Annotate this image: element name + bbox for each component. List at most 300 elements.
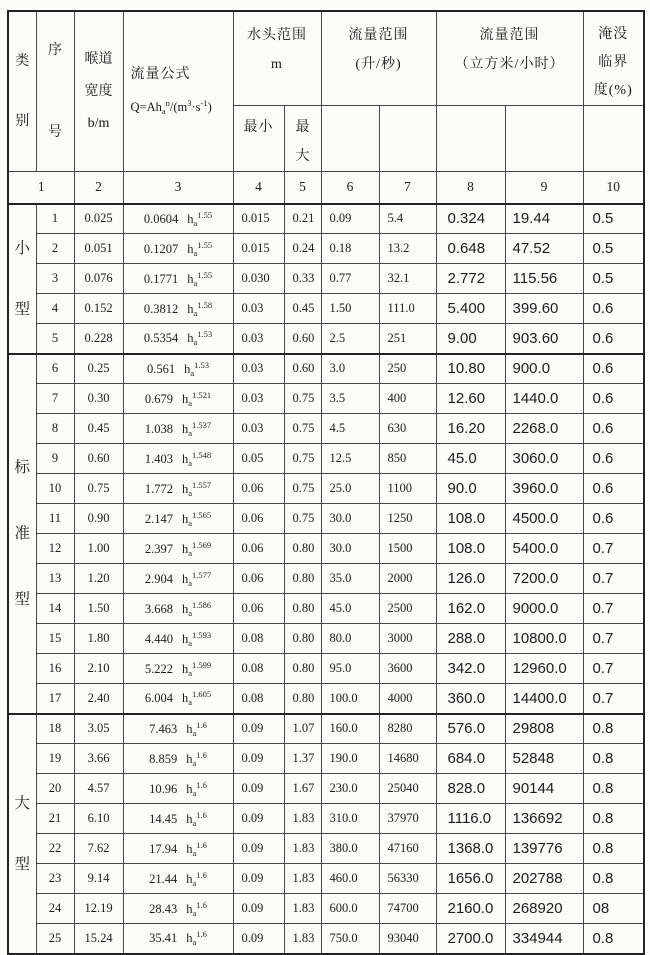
head-min-cell: 0.06 (233, 564, 284, 594)
submergence-cell: 0.8 (583, 714, 644, 744)
submergence-cell: 0.5 (583, 204, 644, 234)
table-row (8, 534, 644, 564)
table-row (8, 414, 644, 444)
submergence-cell: 0.6 (583, 384, 644, 414)
head-min-cell: 0.09 (233, 924, 284, 954)
flow-m3h-max-cell: 115.56 (505, 264, 583, 294)
submergence-cell: 0.8 (583, 834, 644, 864)
row-number-cell: 16 (36, 654, 74, 684)
flow-lps-max-cell: 93040 (379, 924, 436, 954)
table-row (8, 594, 644, 624)
flow-lps-max-cell: 13.2 (379, 234, 436, 264)
throat-width-cell: 0.30 (74, 384, 123, 414)
row-number-cell: 5 (36, 324, 74, 354)
head-max-cell: 0.21 (284, 204, 321, 234)
column-index-row (8, 172, 644, 204)
submergence-cell: 0.5 (583, 264, 644, 294)
table-row (8, 204, 644, 234)
flow-m3h-min-cell: 162.0 (436, 594, 505, 624)
flow-m3h-max-cell: 900.0 (505, 354, 583, 384)
flow-m3h-min-cell: 0.324 (436, 204, 505, 234)
flow-formula-cell: 0.1771 $h_a^{1.55}$ (123, 264, 233, 294)
flow-lps-min-cell: 460.0 (321, 864, 379, 894)
throat-width-cell: 1.50 (74, 594, 123, 624)
flow-lps-min-cell: 2.5 (321, 324, 379, 354)
flow-lps-min-cell: 230.0 (321, 774, 379, 804)
flow-formula-cell: 3.668 $h_a^{1.586}$ (123, 594, 233, 624)
flow-m3h-max-cell: 903.60 (505, 324, 583, 354)
flow-lps-min-cell: 30.0 (321, 504, 379, 534)
row-number-cell: 13 (36, 564, 74, 594)
header-serial-number (36, 11, 74, 172)
flow-lps-min-cell: 160.0 (321, 714, 379, 744)
column-index: 1 (8, 172, 74, 204)
header-head-max: 最 大 (284, 106, 321, 172)
flow-m3h-min-cell: 2.772 (436, 264, 505, 294)
throat-width-cell: 0.025 (74, 204, 123, 234)
flow-m3h-min-cell: 1656.0 (436, 864, 505, 894)
flow-m3h-max-cell: 139776 (505, 834, 583, 864)
flow-lps-min-cell: 0.18 (321, 234, 379, 264)
flow-m3h-max-cell: 3060.0 (505, 444, 583, 474)
submergence-cell: 0.8 (583, 744, 644, 774)
flow-m3h-max-cell: 52848 (505, 744, 583, 774)
header-empty-cell (321, 106, 379, 172)
flow-lps-max-cell: 25040 (379, 774, 436, 804)
head-max-cell: 1.83 (284, 894, 321, 924)
submergence-cell: 0.7 (583, 594, 644, 624)
submergence-cell: 0.6 (583, 504, 644, 534)
submergence-cell: 0.7 (583, 654, 644, 684)
flow-lps-max-cell: 5.4 (379, 204, 436, 234)
row-number-cell: 12 (36, 534, 74, 564)
throat-width-cell: 6.10 (74, 804, 123, 834)
head-min-cell: 0.06 (233, 474, 284, 504)
flow-lps-min-cell: 1.50 (321, 294, 379, 324)
head-min-cell: 0.03 (233, 324, 284, 354)
throat-width-cell: 1.20 (74, 564, 123, 594)
head-min-cell: 0.03 (233, 354, 284, 384)
header-category-char: 类 (15, 53, 30, 69)
submergence-cell: 0.6 (583, 324, 644, 354)
head-min-cell: 0.030 (233, 264, 284, 294)
throat-width-cell: 0.228 (74, 324, 123, 354)
table-row (8, 624, 644, 654)
flow-m3h-min-cell: 684.0 (436, 744, 505, 774)
flow-lps-min-cell: 190.0 (321, 744, 379, 774)
table-row (8, 444, 644, 474)
head-max-cell: 0.75 (284, 444, 321, 474)
head-min-cell: 0.09 (233, 834, 284, 864)
head-max-cell: 0.80 (284, 654, 321, 684)
flow-m3h-min-cell: 16.20 (436, 414, 505, 444)
flow-lps-max-cell: 8280 (379, 714, 436, 744)
flow-m3h-min-cell: 5.400 (436, 294, 505, 324)
category-cell (8, 354, 36, 714)
head-max-cell: 1.37 (284, 744, 321, 774)
flow-m3h-max-cell: 9000.0 (505, 594, 583, 624)
head-max-cell: 0.75 (284, 474, 321, 504)
throat-width-cell: 0.90 (74, 504, 123, 534)
flow-m3h-max-cell: 7200.0 (505, 564, 583, 594)
flow-lps-max-cell: 3000 (379, 624, 436, 654)
column-index: 5 (284, 172, 321, 204)
head-max-cell: 1.83 (284, 924, 321, 954)
flow-formula-cell: 0.561 $h_a^{1.53}$ (123, 354, 233, 384)
head-min-cell: 0.09 (233, 864, 284, 894)
flow-lps-min-cell: 0.09 (321, 204, 379, 234)
header-flow-range-lps: 流量范围 (升/秒) (321, 11, 436, 106)
header-category-char: 别 (15, 113, 30, 129)
row-number-cell: 2 (36, 234, 74, 264)
throat-width-cell: 15.24 (74, 924, 123, 954)
flow-formula-cell: 5.222 $h_a^{1.599}$ (123, 654, 233, 684)
row-number-cell: 4 (36, 294, 74, 324)
flow-formula-cell: 14.45 $h_a^{1.6}$ (123, 804, 233, 834)
throat-width-cell: 0.60 (74, 444, 123, 474)
flow-formula-cell: 7.463 $h_a^{1.6}$ (123, 714, 233, 744)
flow-lps-max-cell: 74700 (379, 894, 436, 924)
flow-formula-cell: 2.904 $h_a^{1.577}$ (123, 564, 233, 594)
column-index: 2 (74, 172, 123, 204)
flow-m3h-min-cell: 2700.0 (436, 924, 505, 954)
flow-m3h-min-cell: 2160.0 (436, 894, 505, 924)
row-number-cell: 24 (36, 894, 74, 924)
head-min-cell: 0.015 (233, 204, 284, 234)
flow-lps-min-cell: 100.0 (321, 684, 379, 714)
head-max-cell: 0.24 (284, 234, 321, 264)
submergence-cell: 0.7 (583, 564, 644, 594)
flow-lps-max-cell: 1100 (379, 474, 436, 504)
column-index: 4 (233, 172, 284, 204)
head-max-cell: 1.83 (284, 834, 321, 864)
head-min-cell: 0.06 (233, 504, 284, 534)
head-max-cell: 0.33 (284, 264, 321, 294)
category-cell (8, 714, 36, 954)
row-number-cell: 3 (36, 264, 74, 294)
throat-width-cell: 0.051 (74, 234, 123, 264)
header-throat-width: 喉道 宽度 b/m (74, 11, 123, 172)
flow-m3h-min-cell: 576.0 (436, 714, 505, 744)
flow-lps-max-cell: 3600 (379, 654, 436, 684)
throat-width-cell: 3.66 (74, 744, 123, 774)
header-serial-char: 序 (48, 42, 62, 58)
flow-lps-max-cell: 1250 (379, 504, 436, 534)
throat-width-cell: 3.05 (74, 714, 123, 744)
row-number-cell: 9 (36, 444, 74, 474)
row-number-cell: 22 (36, 834, 74, 864)
flow-m3h-min-cell: 1116.0 (436, 804, 505, 834)
head-max-cell: 0.80 (284, 684, 321, 714)
flow-m3h-max-cell: 136692 (505, 804, 583, 834)
head-min-cell: 0.03 (233, 294, 284, 324)
header-empty-cell (583, 106, 644, 172)
submergence-cell: 0.7 (583, 534, 644, 564)
flow-lps-min-cell: 25.0 (321, 474, 379, 504)
head-min-cell: 0.06 (233, 534, 284, 564)
table-row (8, 294, 644, 324)
category-char: 准 (14, 525, 30, 542)
flow-formula-cell: 1.772 $h_a^{1.557}$ (123, 474, 233, 504)
flow-formula-cell: 2.147 $h_a^{1.565}$ (123, 504, 233, 534)
throat-width-cell: 4.57 (74, 774, 123, 804)
throat-width-cell: 0.45 (74, 414, 123, 444)
flow-lps-max-cell: 2500 (379, 594, 436, 624)
flow-m3h-max-cell: 19.44 (505, 204, 583, 234)
head-min-cell: 0.05 (233, 444, 284, 474)
row-number-cell: 11 (36, 504, 74, 534)
table-row (8, 264, 644, 294)
head-min-cell: 0.08 (233, 624, 284, 654)
submergence-cell: 0.7 (583, 684, 644, 714)
submergence-cell: 0.8 (583, 864, 644, 894)
head-min-cell: 0.09 (233, 774, 284, 804)
flow-m3h-max-cell: 3960.0 (505, 474, 583, 504)
flow-formula-cell: 0.3812 $h_a^{1.58}$ (123, 294, 233, 324)
head-min-cell: 0.03 (233, 384, 284, 414)
submergence-cell: 0.6 (583, 414, 644, 444)
flow-m3h-min-cell: 828.0 (436, 774, 505, 804)
flow-lps-max-cell: 4000 (379, 684, 436, 714)
flow-lps-max-cell: 56330 (379, 864, 436, 894)
header-category (8, 11, 36, 172)
column-index: 10 (583, 172, 644, 204)
head-max-cell: 1.07 (284, 714, 321, 744)
row-number-cell: 6 (36, 354, 74, 384)
table-row (8, 654, 644, 684)
throat-width-cell: 2.40 (74, 684, 123, 714)
submergence-cell: 0.6 (583, 474, 644, 504)
flow-formula-cell: 0.5354 $h_a^{1.53}$ (123, 324, 233, 354)
throat-width-cell: 0.152 (74, 294, 123, 324)
flow-m3h-min-cell: 126.0 (436, 564, 505, 594)
column-index: 3 (123, 172, 233, 204)
flow-formula-expression: $Q=Ah_a^n/(m^3\cdot s^{-1})$ (130, 97, 212, 116)
flow-formula-cell: 10.96 $h_a^{1.6}$ (123, 774, 233, 804)
row-number-cell: 15 (36, 624, 74, 654)
row-number-cell: 19 (36, 744, 74, 774)
column-index: 8 (436, 172, 505, 204)
flow-lps-min-cell: 600.0 (321, 894, 379, 924)
flow-lps-min-cell: 750.0 (321, 924, 379, 954)
flow-formula-cell: 8.859 $h_a^{1.6}$ (123, 744, 233, 774)
flow-m3h-max-cell: 2268.0 (505, 414, 583, 444)
row-number-cell: 18 (36, 714, 74, 744)
row-number-cell: 25 (36, 924, 74, 954)
flow-m3h-max-cell: 14400.0 (505, 684, 583, 714)
flow-m3h-min-cell: 342.0 (436, 654, 505, 684)
flow-formula-cell: 4.440 $h_a^{1.593}$ (123, 624, 233, 654)
head-max-cell: 0.75 (284, 414, 321, 444)
submergence-cell: 0.8 (583, 774, 644, 804)
flow-formula-cell: 21.44 $h_a^{1.6}$ (123, 864, 233, 894)
throat-width-cell: 1.00 (74, 534, 123, 564)
header-head-min: 最小 (233, 106, 284, 172)
flow-m3h-min-cell: 10.80 (436, 354, 505, 384)
table-row (8, 354, 644, 384)
flow-lps-min-cell: 3.5 (321, 384, 379, 414)
flow-m3h-min-cell: 12.60 (436, 384, 505, 414)
throat-width-cell: 2.10 (74, 654, 123, 684)
table-row (8, 864, 644, 894)
flow-m3h-min-cell: 45.0 (436, 444, 505, 474)
table-row (8, 774, 644, 804)
throat-width-cell: 12.19 (74, 894, 123, 924)
flow-formula-cell: 2.397 $h_a^{1.569}$ (123, 534, 233, 564)
throat-width-cell: 1.80 (74, 624, 123, 654)
header-head-range: 水头范围 m (233, 11, 321, 106)
flow-formula-cell: 0.0604 $h_a^{1.55}$ (123, 204, 233, 234)
flow-lps-max-cell: 32.1 (379, 264, 436, 294)
category-char: 型 (14, 855, 30, 873)
head-max-cell: 1.67 (284, 774, 321, 804)
row-number-cell: 23 (36, 864, 74, 894)
flow-m3h-max-cell: 1440.0 (505, 384, 583, 414)
row-number-cell: 7 (36, 384, 74, 414)
flow-formula-cell: 0.679 $h_a^{1.521}$ (123, 384, 233, 414)
head-max-cell: 0.60 (284, 354, 321, 384)
row-number-cell: 21 (36, 804, 74, 834)
throat-width-cell: 0.75 (74, 474, 123, 504)
head-max-cell: 0.75 (284, 504, 321, 534)
category-char: 标 (14, 459, 30, 476)
submergence-cell: 0.8 (583, 804, 644, 834)
table-row (8, 924, 644, 954)
table-row (8, 474, 644, 504)
column-index: 6 (321, 172, 379, 204)
flow-m3h-max-cell: 4500.0 (505, 504, 583, 534)
head-max-cell: 0.80 (284, 594, 321, 624)
flow-formula-cell: 1.403 $h_a^{1.548}$ (123, 444, 233, 474)
head-max-cell: 0.80 (284, 534, 321, 564)
head-max-cell: 0.80 (284, 624, 321, 654)
flow-m3h-max-cell: 29808 (505, 714, 583, 744)
throat-width-cell: 0.076 (74, 264, 123, 294)
category-char: 大 (14, 794, 30, 812)
head-max-cell: 0.60 (284, 324, 321, 354)
flow-m3h-min-cell: 90.0 (436, 474, 505, 504)
category-cell (8, 204, 36, 354)
flow-m3h-max-cell: 10800.0 (505, 624, 583, 654)
flow-m3h-min-cell: 108.0 (436, 534, 505, 564)
header-submergence-limit: 淹没 临界 度(%) (583, 11, 644, 106)
submergence-cell: 0.6 (583, 354, 644, 384)
table-row (8, 504, 644, 534)
flow-lps-min-cell: 4.5 (321, 414, 379, 444)
flow-lps-max-cell: 47160 (379, 834, 436, 864)
header-serial-char: 号 (48, 124, 62, 140)
flow-m3h-min-cell: 288.0 (436, 624, 505, 654)
flow-m3h-min-cell: 9.00 (436, 324, 505, 354)
flow-m3h-max-cell: 399.60 (505, 294, 583, 324)
flow-m3h-min-cell: 0.648 (436, 234, 505, 264)
submergence-cell: 0.5 (583, 234, 644, 264)
row-number-cell: 14 (36, 594, 74, 624)
table-row (8, 894, 644, 924)
flow-lps-min-cell: 35.0 (321, 564, 379, 594)
flow-lps-min-cell: 310.0 (321, 804, 379, 834)
submergence-cell: 0.6 (583, 294, 644, 324)
category-char: 型 (14, 300, 30, 318)
head-max-cell: 0.75 (284, 384, 321, 414)
flow-m3h-max-cell: 90144 (505, 774, 583, 804)
column-index: 9 (505, 172, 583, 204)
flow-lps-min-cell: 80.0 (321, 624, 379, 654)
row-number-cell: 8 (36, 414, 74, 444)
head-max-cell: 1.83 (284, 804, 321, 834)
category-char: 型 (14, 591, 30, 608)
submergence-cell: 08 (583, 894, 644, 924)
head-max-cell: 0.80 (284, 564, 321, 594)
flow-m3h-max-cell: 268920 (505, 894, 583, 924)
header-empty-cell (436, 106, 505, 172)
flow-lps-max-cell: 14680 (379, 744, 436, 774)
submergence-cell: 0.6 (583, 444, 644, 474)
submergence-cell: 0.8 (583, 924, 644, 954)
table-row (8, 744, 644, 774)
flow-lps-min-cell: 380.0 (321, 834, 379, 864)
flow-formula-cell: 17.94 $h_a^{1.6}$ (123, 834, 233, 864)
table-row (8, 714, 644, 744)
table-row (8, 684, 644, 714)
flow-lps-max-cell: 400 (379, 384, 436, 414)
table-row (8, 564, 644, 594)
flow-lps-max-cell: 111.0 (379, 294, 436, 324)
head-min-cell: 0.03 (233, 414, 284, 444)
header-flow-range-m3h: 流量范围 （立方米/小时） (436, 11, 583, 106)
flow-formula-cell: 28.43 $h_a^{1.6}$ (123, 894, 233, 924)
header-empty-cell (505, 106, 583, 172)
flow-formula-cell: 35.41 $h_a^{1.6}$ (123, 924, 233, 954)
flow-lps-min-cell: 12.5 (321, 444, 379, 474)
flow-lps-min-cell: 45.0 (321, 594, 379, 624)
head-max-cell: 0.45 (284, 294, 321, 324)
flow-lps-max-cell: 630 (379, 414, 436, 444)
row-number-cell: 20 (36, 774, 74, 804)
table-row (8, 834, 644, 864)
flow-lps-max-cell: 251 (379, 324, 436, 354)
row-number-cell: 1 (36, 204, 74, 234)
head-min-cell: 0.09 (233, 894, 284, 924)
flow-m3h-max-cell: 334944 (505, 924, 583, 954)
category-char: 小 (14, 239, 30, 257)
head-min-cell: 0.09 (233, 714, 284, 744)
head-min-cell: 0.09 (233, 804, 284, 834)
table-row (8, 234, 644, 264)
flow-formula-cell: 6.004 $h_a^{1.605}$ (123, 684, 233, 714)
flume-spec-table (7, 10, 645, 955)
row-number-cell: 17 (36, 684, 74, 714)
flow-lps-min-cell: 3.0 (321, 354, 379, 384)
table-row (8, 804, 644, 834)
flow-lps-min-cell: 95.0 (321, 654, 379, 684)
header-empty-cell (379, 106, 436, 172)
head-min-cell: 0.06 (233, 594, 284, 624)
head-max-cell: 1.83 (284, 864, 321, 894)
table-row (8, 324, 644, 354)
flow-lps-min-cell: 30.0 (321, 534, 379, 564)
flow-lps-max-cell: 250 (379, 354, 436, 384)
flow-m3h-min-cell: 108.0 (436, 504, 505, 534)
header-flow-formula: 流量公式 $Q=Ah_a^n/(m^3\cdot s^{-1})$ (123, 11, 233, 172)
flow-lps-max-cell: 850 (379, 444, 436, 474)
flow-lps-max-cell: 2000 (379, 564, 436, 594)
head-min-cell: 0.08 (233, 684, 284, 714)
flow-m3h-max-cell: 202788 (505, 864, 583, 894)
flow-lps-max-cell: 37970 (379, 804, 436, 834)
throat-width-cell: 9.14 (74, 864, 123, 894)
row-number-cell: 10 (36, 474, 74, 504)
